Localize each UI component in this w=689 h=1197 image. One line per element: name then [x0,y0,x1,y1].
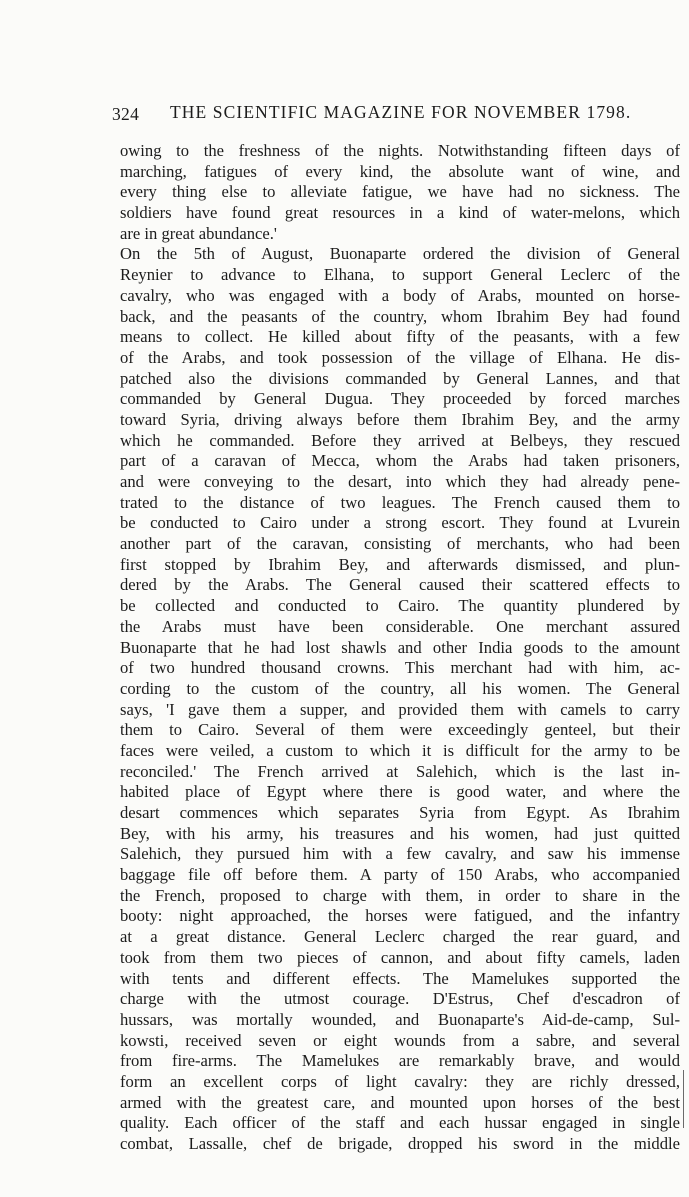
text-line: patched also the divisions commanded by General Lannes, and that [120,368,680,388]
text-line: charge with the utmost courage. D'Estrus, Chef d'escadron of [120,989,680,1009]
text-line: from fire-arms. The Mamelukes are remarkably brave, and would [120,1051,680,1071]
text-line: first stopped by Ibrahim Bey, and afterwards dismissed, and plun- [120,554,680,574]
text-line: Reynier to advance to Elhana, to support General Leclerc of the [120,265,680,285]
text-line: Bey, with his army, his treasures and his women, had just quitted [120,823,680,843]
text-line: the Arabs must have been considerable. One merchant assured [120,616,680,636]
text-line: of the Arabs, and took possession of the village of Elhana. He dis- [120,347,680,367]
text-line: booty: night approached, the horses were fatigued, and the infantry [120,906,680,926]
text-line: kowsti, received seven or eight wounds from a sabre, and several [120,1030,680,1050]
text-line: soldiers have found great resources in a kind of water-melons, which [120,203,680,223]
text-line: combat, Lassalle, chef de brigade, dropped his sword in the middle [120,1134,680,1153]
text-line: baggage file off before them. A party of 150 Arabs, who accompanied [120,865,680,885]
text-line [120,1155,680,1176]
text-line: reconciled.' The French arrived at Salehich, which is the last in- [120,761,680,781]
text-line: owing to the freshness of the nights. Notwithstanding fifteen days of [120,141,680,160]
text-line: with tents and different effects. The Mamelukes supported the [120,968,680,988]
text-line: On the 5th of August, Buonaparte ordered the division of General [120,244,680,264]
text-line: are in great abundance.' [120,223,277,243]
text-line: armed with the greatest care, and mounted upon horses of the best [120,1092,680,1112]
text-line: cording to the custom of the country, all his women. The General [120,678,680,698]
text-line: habited place of Egypt where there is good water, and where the [120,782,680,802]
text-line: says, 'I gave them a supper, and provided them with camels to carry [120,699,680,719]
text-line: the French, proposed to charge with them, in order to share in the [120,885,680,905]
text-line: took from them two pieces of cannon, and about fifty camels, laden [120,947,680,967]
text-line: hussars, was mortally wounded, and Buonaparte's Aid-de-camp, Sul- [120,1009,680,1029]
margin-rule [683,1070,684,1128]
page-header [112,102,654,126]
text-line: and were conveying to the desart, into which they had already pene- [120,472,680,491]
text-line: at a great distance. General Leclerc charged the rear guard, and [120,927,680,947]
text-line: faces were veiled, a custom to which it is difficult for the army to be [120,740,680,760]
text-line: another part of the caravan, consisting of merchants, who had been [120,534,680,554]
text-line: which he commanded. Before they arrived at Belbeys, they rescued [120,430,680,450]
text-line: of two hundred thousand crowns. This merchant had with him, ac- [120,658,680,678]
text-line: part of a caravan of Mecca, whom the Arabs had taken prisoners, [120,451,680,471]
text-line: cavalry, who was engaged with a body of Arabs, mounted on horse- [120,285,680,305]
text-line: quality. Each officer of the staff and each hussar engaged in single [120,1113,680,1133]
text-line: marching, fatigues of every kind, the absolute want of wine, and [120,161,680,181]
text-line: them to Cairo. Several of them were exceedingly genteel, but their [120,720,680,740]
text-line: Buonaparte that he had lost shawls and other India goods to the amount [120,637,680,657]
page-number: 324 [112,104,140,124]
text-line: Salehich, they pursued him with a few cavalry, and saw his immense [120,844,680,864]
text-line: toward Syria, driving always before them Ibrahim Bey, and the army [120,409,680,429]
text-line: dered by the Arabs. The General caused their scattered effects to [120,575,680,595]
text-line: back, and the peasants of the country, whom Ibrahim Bey had found [120,306,680,326]
text-line: desart commences which separates Syria from Egypt. As Ibrahim [120,803,680,822]
running-title: THE SCIENTIFIC MAGAZINE FOR NOVEMBER 1798. [170,102,632,122]
text-line: every thing else to alleviate fatigue, we have had no sickness. The [120,182,680,202]
text-line: means to collect. He killed about fifty of the peasants, with a few [120,327,680,347]
body-text [120,141,680,1175]
text-line: be conducted to Cairo under a strong escort. They found at Lvurein [120,513,680,533]
text-line: form an excellent corps of light cavalry: they are richly dressed, [120,1071,680,1091]
text-line: trated to the distance of two leagues. The French caused them to [120,492,680,512]
text-line: commanded by General Dugua. They proceeded by forced marches [120,389,680,409]
text-line: be collected and conducted to Cairo. The quantity plundered by [120,596,680,616]
